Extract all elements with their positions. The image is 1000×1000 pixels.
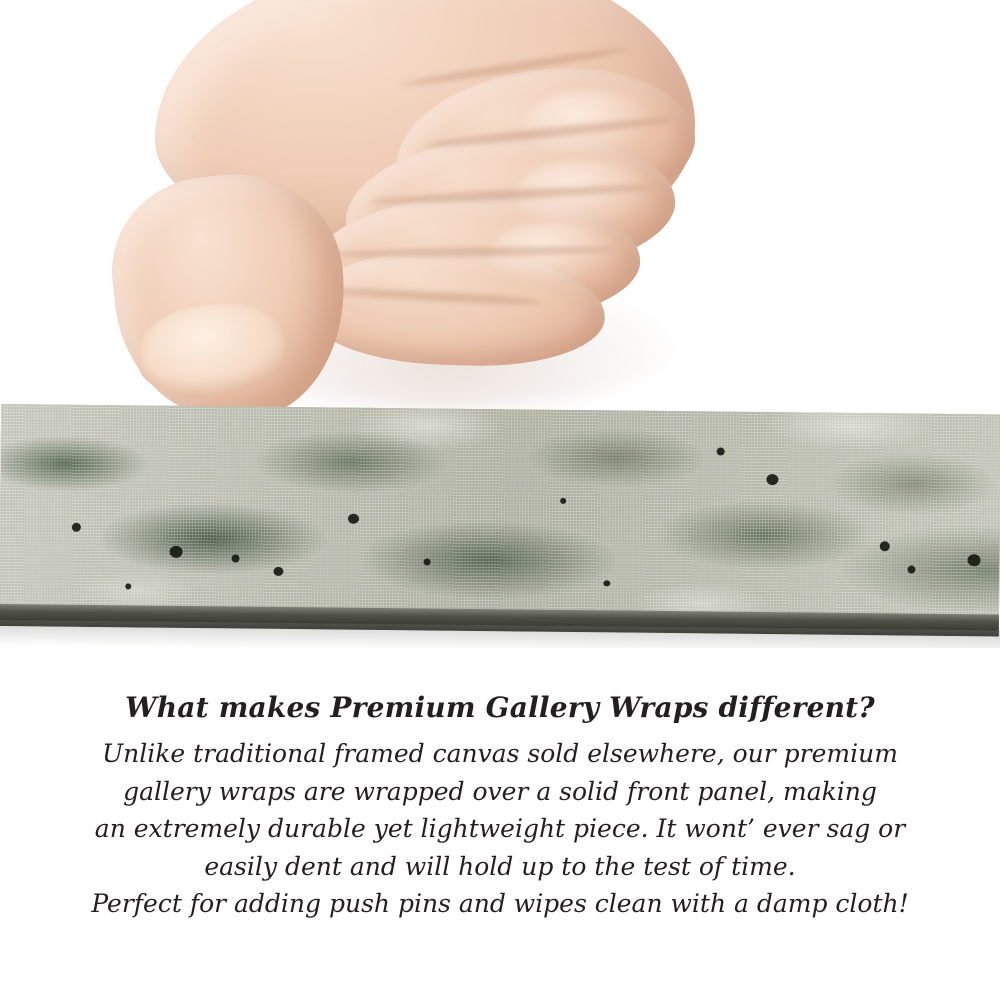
canvas-speck [423,558,430,565]
canvas-speck [273,567,283,576]
canvas-edge-strip [0,404,1000,636]
canvas-speck [348,514,359,524]
caption-line-3: an extremely durable yet lightweight piece. It wont’ ever sag or [94,814,906,843]
caption-line-2: gallery wraps are wrapped over a solid front panel, making [123,776,877,806]
caption-line-4: easily dent and will hold up to the test of time. [204,851,796,881]
hand-illustration [95,0,715,430]
canvas-speck [125,583,131,589]
canvas-speck [717,448,725,456]
canvas-speck [560,498,566,504]
canvas-speck [880,541,890,551]
canvas-speck [72,523,81,532]
caption-block [0,690,1000,923]
caption-line-5: Perfect for adding push pins and wipes clean with a damp cloth! [91,889,909,918]
canvas-speck [968,554,981,566]
canvas-weave-texture [0,404,1000,636]
canvas-speck [603,580,610,586]
caption-headline: What makes Premium Gallery Wraps different? [125,691,875,724]
canvas-speck [232,554,240,562]
caption-line-1: Unlike traditional framed canvas sold elsewhere, our premium [102,739,898,768]
canvas-speck [766,474,778,485]
canvas-speck [170,546,183,558]
canvas-speck [907,566,915,574]
